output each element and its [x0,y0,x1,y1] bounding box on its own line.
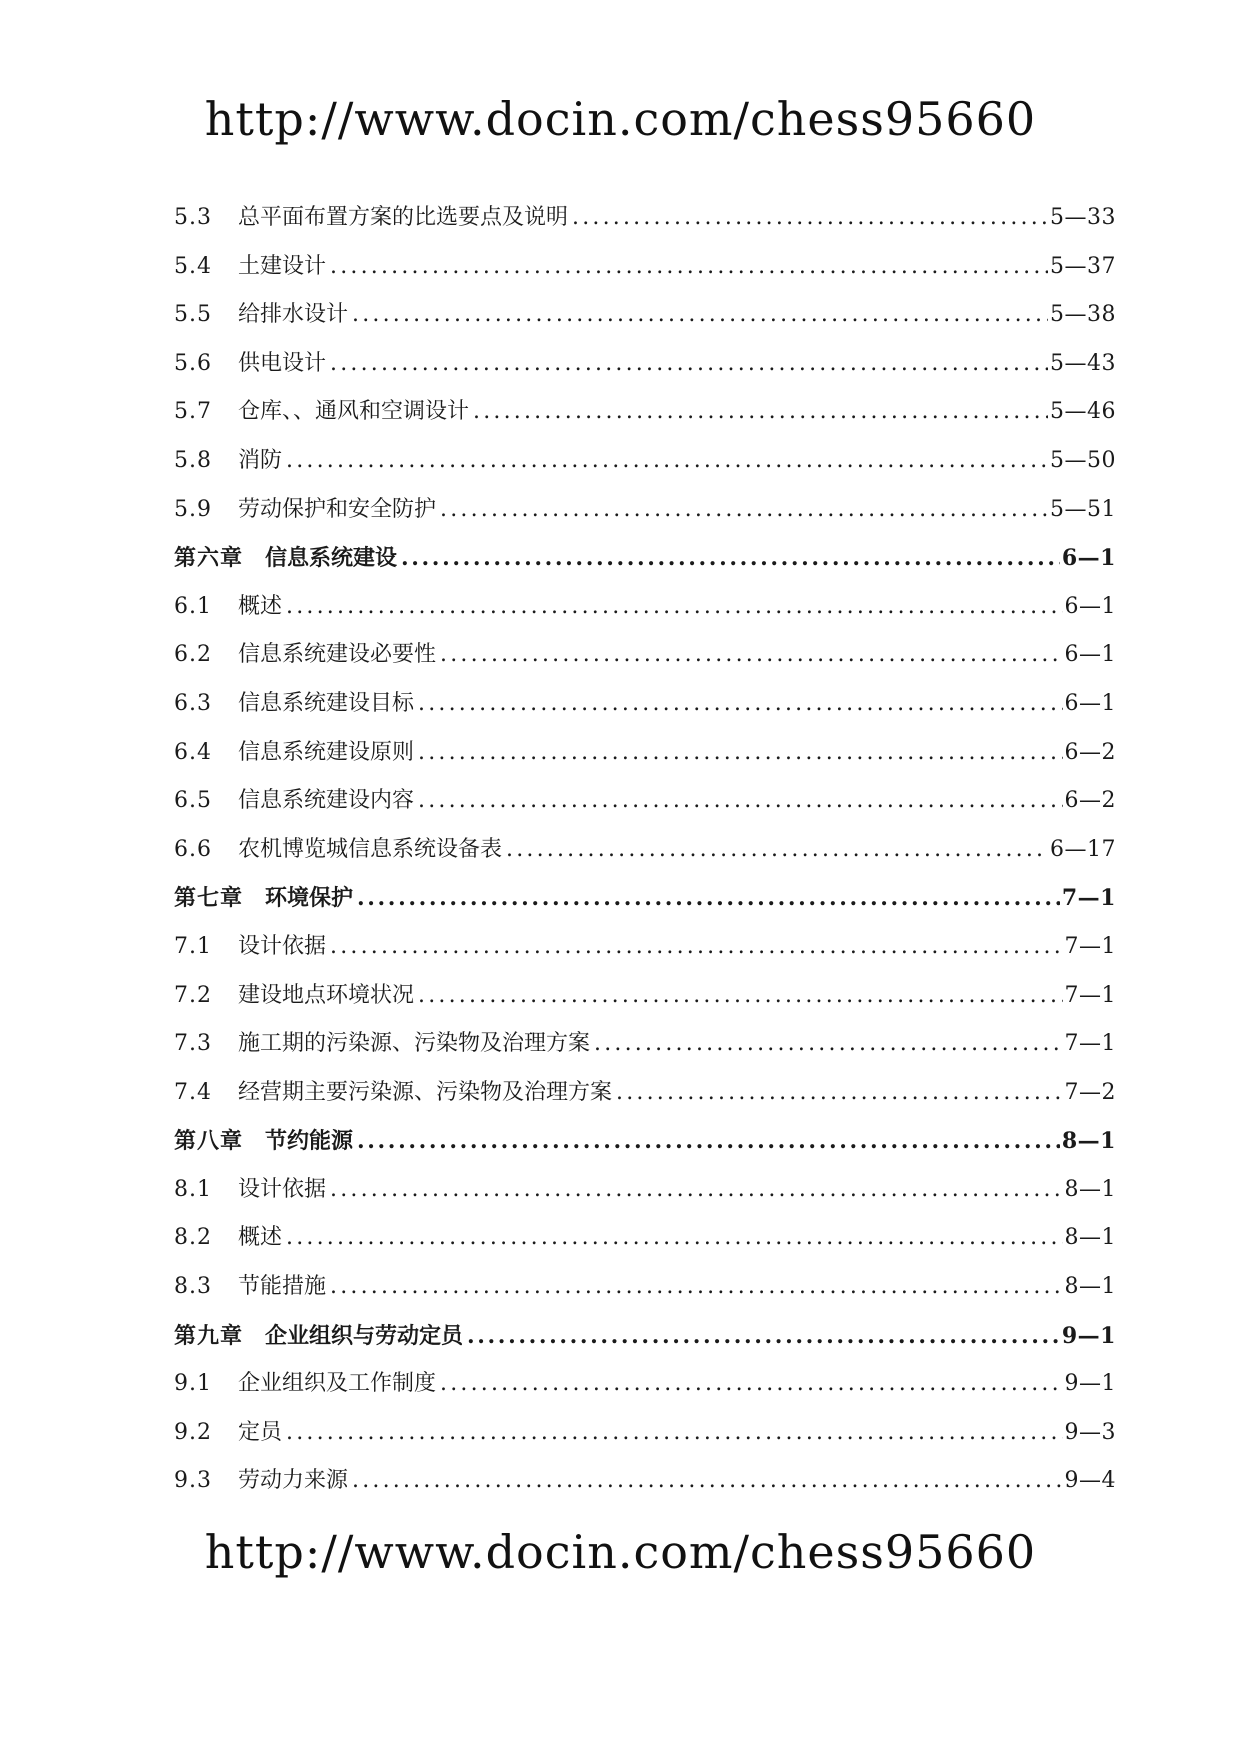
toc-dot-leader [467,1312,1060,1361]
toc-section-entry[interactable] [174,194,1116,243]
toc-page-number: 5—37 [1050,253,1116,279]
toc-entry-title: 企业组织及工作制度 [238,1371,437,1397]
toc-dot-leader [352,291,1048,340]
toc-page-number: 9—4 [1064,1468,1116,1494]
toc-dot-leader [418,972,1062,1021]
toc-page-number: 8—1 [1064,1225,1116,1251]
toc-dot-leader [418,729,1062,778]
toc-page-number: 5—51 [1050,496,1116,522]
toc-chapter-entry[interactable] [174,874,1116,923]
toc-page-number: 6—1 [1064,690,1116,716]
toc-entry-title: 设计依据 [238,933,327,959]
toc-entry-title: 劳动力来源 [238,1468,349,1494]
toc-entry-title: 施工期的污染源、污染物及治理方案 [238,1031,591,1057]
toc-chapter-entry[interactable] [174,534,1116,583]
toc-section-number: 5.5 [174,302,212,328]
toc-dot-leader [286,437,1048,486]
toc-dot-leader [440,631,1062,680]
toc-dot-leader [330,243,1048,292]
toc-entry-title: 信息系统建设目标 [238,690,415,716]
toc-section-entry[interactable] [174,680,1116,729]
toc-page-number: 6—1 [1064,593,1116,619]
toc-dot-leader [616,1069,1062,1118]
toc-page-number: 6—1 [1061,545,1116,572]
toc-page-number: 5—43 [1050,350,1116,376]
toc-section-number: 5.8 [174,447,212,473]
toc-section-number: 7.1 [174,933,212,959]
toc-entry-title: 建设地点环境状况 [238,982,415,1008]
toc-dot-leader [330,1263,1062,1312]
toc-dot-leader [401,534,1060,583]
toc-page-number: 8—1 [1061,1128,1116,1155]
toc-page-number: 5—33 [1050,205,1116,230]
toc-entry-title: 消防 [238,447,283,473]
toc-section-entry[interactable] [174,777,1116,826]
toc-entry-title: 定员 [238,1419,283,1445]
toc-entry-title: 信息系统建设 [265,545,398,572]
toc-section-number: 5.7 [174,399,212,425]
toc-page-number: 5—38 [1050,302,1116,328]
toc-section-entry[interactable] [174,486,1116,535]
toc-dot-leader [357,1117,1060,1166]
toc-dot-leader [418,777,1062,826]
toc-section-entry[interactable] [174,583,1116,632]
toc-section-number: 6.1 [174,593,212,619]
toc-page-number: 7—1 [1064,933,1116,959]
toc-dot-leader [473,388,1048,437]
toc-dot-leader [357,874,1060,923]
toc-section-number: 8.2 [174,1225,212,1251]
toc-section-entry[interactable] [174,1214,1116,1263]
toc-page-number: 5—50 [1050,447,1116,473]
toc-section-entry[interactable] [174,826,1116,875]
toc-section-number: 7.3 [174,1031,212,1057]
toc-chapter-number: 第七章 [174,885,244,912]
toc-chapter-number: 第八章 [174,1128,244,1155]
toc-page-number: 6—1 [1064,642,1116,668]
toc-section-number: 7.4 [174,1079,212,1105]
toc-dot-leader [440,1360,1062,1409]
toc-section-number: 9.3 [174,1468,212,1494]
toc-entry-title: 概述 [238,1225,283,1251]
toc-section-number: 5.6 [174,350,212,376]
toc-section-entry[interactable] [174,1360,1116,1409]
toc-section-entry[interactable] [174,1020,1116,1069]
toc-section-entry[interactable] [174,1457,1116,1506]
toc-entry-title: 环境保护 [265,885,354,912]
toc-entry-title: 信息系统建设必要性 [238,642,437,668]
toc-entry-title: 信息系统建设原则 [238,739,415,765]
toc-entry-title: 劳动保护和安全防护 [238,496,437,522]
toc-dot-leader [418,680,1062,729]
toc-dot-leader [330,923,1062,972]
toc-entry-title: 供电设计 [238,350,327,376]
toc-page-number: 7—1 [1061,885,1116,912]
toc-page-number: 5—46 [1050,399,1116,425]
toc-section-entry[interactable] [174,1409,1116,1458]
toc-dot-leader [286,583,1062,632]
toc-section-number: 6.6 [174,836,212,862]
toc-entry-title: 信息系统建设内容 [238,788,415,814]
toc-section-number: 5.3 [174,205,212,230]
toc-chapter-number: 第九章 [174,1322,244,1349]
toc-entry-title: 土建设计 [238,253,327,279]
toc-entry-title: 概述 [238,593,283,619]
toc-section-number: 9.1 [174,1371,212,1397]
toc-section-number: 6.3 [174,690,212,716]
toc-section-number: 5.4 [174,253,212,279]
toc-chapter-number: 第六章 [174,545,244,572]
toc-section-number: 8.1 [174,1176,212,1202]
toc-chapter-entry[interactable] [174,1312,1116,1361]
toc-page-number: 9—3 [1064,1419,1116,1445]
toc-entry-title: 总平面布置方案的比选要点及说明 [238,205,569,230]
toc-dot-leader [286,1214,1062,1263]
toc-section-entry[interactable] [174,243,1116,292]
toc-entry-title: 企业组织与劳动定员 [265,1322,464,1349]
toc-dot-leader [506,826,1048,875]
toc-dot-leader [286,1409,1062,1458]
toc-entry-title: 经营期主要污染源、污染物及治理方案 [238,1079,613,1105]
toc-page-number: 7—1 [1064,982,1116,1008]
toc-page-number: 7—1 [1064,1031,1116,1057]
toc-section-entry[interactable] [174,1263,1116,1312]
toc-section-entry[interactable] [174,729,1116,778]
toc-page-number: 8—1 [1064,1274,1116,1300]
toc-section-entry[interactable] [174,631,1116,680]
toc-page-number: 9—1 [1064,1371,1116,1397]
toc-section-entry[interactable] [174,923,1116,972]
toc-dot-leader [352,1457,1062,1506]
toc-section-number: 9.2 [174,1419,212,1445]
toc-dot-leader [330,340,1048,389]
toc-page-number: 6—2 [1064,788,1116,814]
toc-section-entry[interactable] [174,388,1116,437]
toc-entry-title: 给排水设计 [238,302,349,328]
toc-entry-title: 仓库、、通风和空调设计 [238,399,470,425]
toc-section-entry[interactable] [174,291,1116,340]
toc-entry-title: 节约能源 [265,1128,354,1155]
toc-dot-leader [594,1020,1062,1069]
toc-page-number: 6—17 [1050,836,1116,862]
toc-entry-title: 设计依据 [238,1176,327,1202]
watermark-url-bottom: http://www.docin.com/chess95660 [204,1525,1037,1579]
toc-section-number: 6.5 [174,788,212,814]
toc-section-number: 5.9 [174,496,212,522]
toc-section-entry[interactable] [174,437,1116,486]
watermark-url-top: http://www.docin.com/chess95660 [204,92,1037,146]
toc-section-entry[interactable] [174,1069,1116,1118]
toc-section-number: 6.2 [174,642,212,668]
toc-section-number: 8.3 [174,1274,212,1300]
toc-chapter-entry[interactable] [174,1117,1116,1166]
toc-dot-leader [330,1166,1062,1215]
toc-page-number: 6—2 [1064,739,1116,765]
toc-entry-title: 农机博览城信息系统设备表 [238,836,503,862]
toc-page-number: 9—1 [1061,1322,1116,1349]
toc-section-entry[interactable] [174,1166,1116,1215]
toc-dot-leader [572,194,1048,243]
toc-section-entry[interactable] [174,340,1116,389]
toc-dot-leader [440,486,1048,535]
toc-section-number: 7.2 [174,982,212,1008]
toc-section-number: 6.4 [174,739,212,765]
toc-page-number: 8—1 [1064,1176,1116,1202]
toc-page-number: 7—2 [1064,1079,1116,1105]
toc-entry-title: 节能措施 [238,1274,327,1300]
toc-section-entry[interactable] [174,972,1116,1021]
table-of-contents [174,194,1116,1506]
